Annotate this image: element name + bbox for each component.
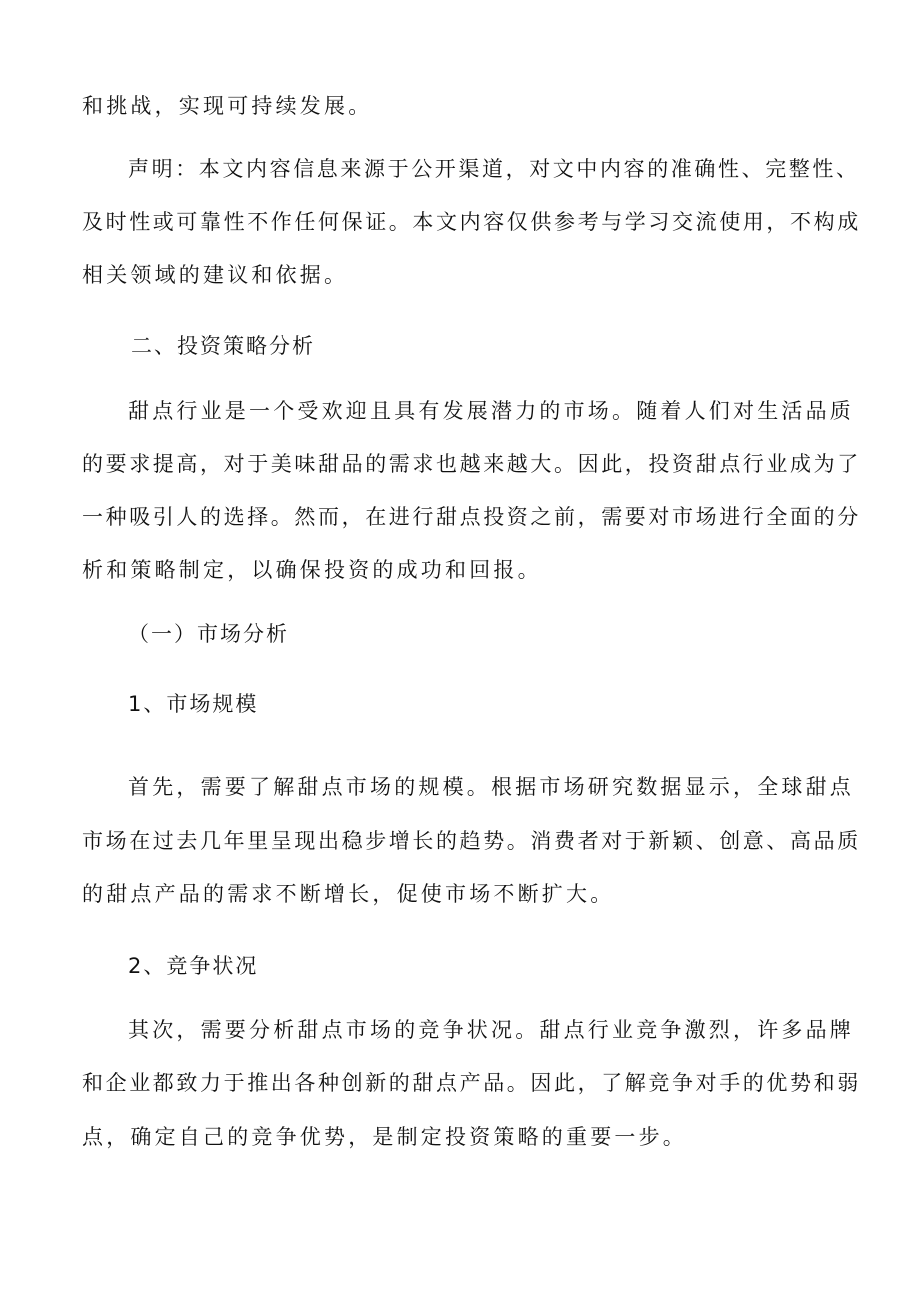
paragraph-line: 和企业都致力于推出各种创新的甜点产品。因此，了解竞争对手的优势和弱 (82, 1071, 861, 1095)
disclaimer-line: 及时性或可靠性不作任何保证。本文内容仅供参考与学习交流使用，不构成 (82, 210, 861, 234)
paragraph-line: 的要求提高，对于美味甜品的需求也越来越大。因此，投资甜点行业成为了 (82, 452, 861, 476)
paragraph-line: 甜点行业是一个受欢迎且具有发展潜力的市场。随着人们对生活品质 (128, 399, 854, 423)
paragraph-line: 其次，需要分析甜点市场的竞争状况。甜点行业竞争激烈，许多品牌 (128, 1018, 854, 1042)
item-heading: 2、竞争状况 (128, 954, 259, 978)
item-heading: 1、市场规模 (128, 692, 259, 716)
paragraph-line: 点，确定自己的竞争优势，是制定投资策略的重要一步。 (82, 1125, 687, 1149)
disclaimer-line: 相关领域的建议和依据。 (82, 263, 349, 287)
subsection-heading: （一）市场分析 (128, 622, 289, 646)
paragraph-line: 的甜点产品的需求不断增长，促使市场不断扩大。 (82, 882, 615, 906)
paragraph-line: 一种吸引人的选择。然而，在进行甜点投资之前，需要对市场进行全面的分 (82, 505, 861, 529)
paragraph-line: 析和策略制定，以确保投资的成功和回报。 (82, 558, 542, 582)
section-heading: 二、投资策略分析 (131, 334, 315, 358)
disclaimer-line: 声明：本文内容信息来源于公开渠道，对文中内容的准确性、完整性、 (128, 157, 860, 181)
paragraph-line: 首先，需要了解甜点市场的规模。根据市场研究数据显示，全球甜点 (128, 775, 854, 799)
paragraph-line: 和挑战，实现可持续发展。 (82, 94, 373, 118)
paragraph-line: 市场在过去几年里呈现出稳步增长的趋势。消费者对于新颖、创意、高品质 (82, 829, 861, 853)
